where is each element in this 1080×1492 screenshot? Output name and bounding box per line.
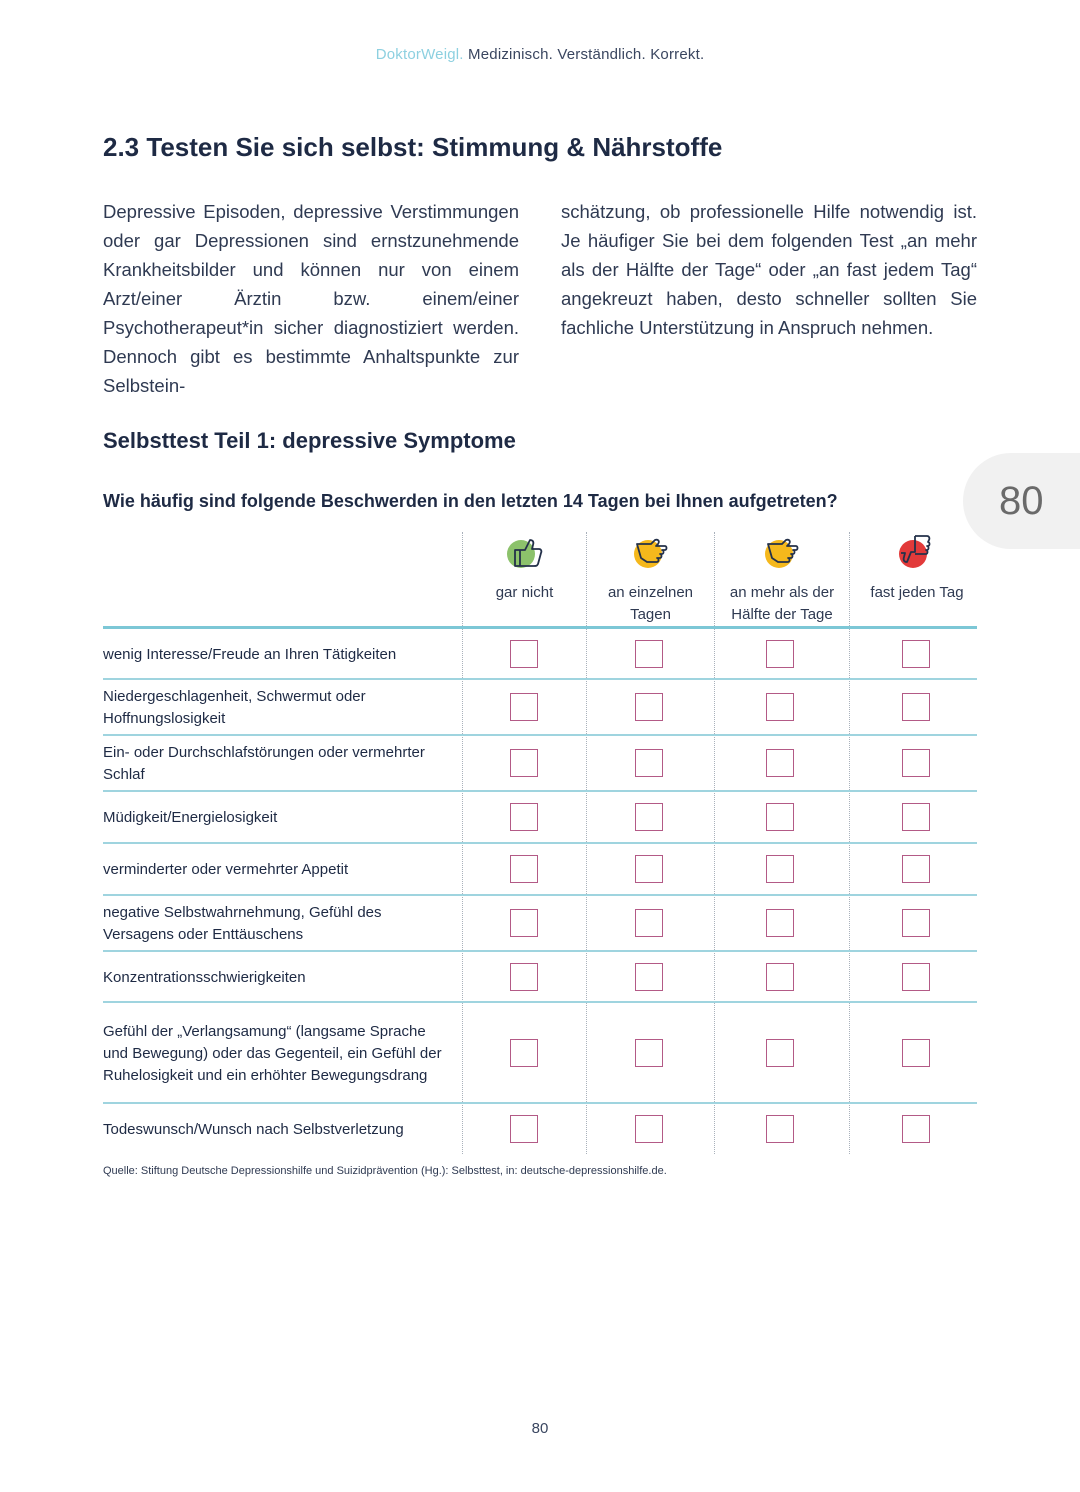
symptom-label: Niedergeschlagenheit, Schwermut oder Hoffnungslosigkeit: [103, 688, 366, 727]
column-label: fast jeden Tag: [870, 584, 964, 601]
checkbox-gar-nicht[interactable]: [510, 963, 538, 991]
intro-text-left: Depressive Episoden, depressive Verstimmungen oder gar Depressionen sind ernstzunehmende Krankheitsbilder und können nur von einem Arzt/einer Ärztin bzw. einem/einer Psychotherapeut*in sicher diagnostiziert werden. Dennoch gibt es bestimmte Anhaltspunkte zur Selbstein-: [103, 201, 519, 396]
intro-text-right: schätzung, ob professionelle Hilfe notwendig ist. Je häufiger Sie bei dem folgenden Test „an mehr als der Hälfte der Tage“ oder „an fast jedem Tag“ angekreuzt haben, desto schneller sollten Sie fachliche Unterstützung in Anspruch nehmen.: [561, 201, 977, 338]
symptom-label: Konzentrationsschwierigkeiten: [103, 968, 306, 986]
thumbs-down-icon: [897, 532, 937, 572]
symptom-label: negative Selbstwahrnehmung, Gefühl des Versagens oder Enttäuschens: [103, 904, 382, 943]
checkbox-fast-jeden-tag[interactable]: [902, 909, 930, 937]
checkbox-fast-jeden-tag[interactable]: [902, 640, 930, 668]
checkbox-mehr-als-haelfte[interactable]: [766, 1039, 794, 1067]
checkbox-fast-jeden-tag[interactable]: [902, 855, 930, 883]
checkbox-fast-jeden-tag[interactable]: [902, 749, 930, 777]
checkbox-gar-nicht[interactable]: [510, 803, 538, 831]
checkbox-einzelne-tage[interactable]: [635, 909, 663, 937]
checkbox-fast-jeden-tag[interactable]: [902, 693, 930, 721]
thumb-sideways-icon: [631, 532, 671, 572]
checkbox-gar-nicht[interactable]: [510, 1039, 538, 1067]
checkbox-mehr-als-haelfte[interactable]: [766, 749, 794, 777]
column-header-fast-jeden-tag: [850, 532, 984, 604]
table-row: [103, 896, 977, 952]
checkbox-mehr-als-haelfte[interactable]: [766, 1115, 794, 1143]
source-note: Quelle: Stiftung Deutsche Depressionshilfe und Suizidprävention (Hg.): Selbsttest, in: deutsche-depressionshilfe.de.: [103, 1165, 667, 1177]
symptom-label: Gefühl der „Verlangsamung“ (langsame Sprache und Bewegung) oder das Gegenteil, ein Gefühl der Ruhelosigkeit und ein erhöhter Bewegungsdrang: [103, 1022, 442, 1084]
column-header-einzelne-tage: [587, 532, 714, 626]
column-label: an einzelnen Tagen: [607, 584, 694, 623]
checkbox-einzelne-tage[interactable]: [635, 1115, 663, 1143]
checkbox-mehr-als-haelfte[interactable]: [766, 909, 794, 937]
checkbox-gar-nicht[interactable]: [510, 855, 538, 883]
column-label: gar nicht: [495, 584, 554, 601]
table-row: [103, 1003, 977, 1104]
table-row: [103, 680, 977, 736]
page-number-tab: 80: [963, 453, 1080, 549]
symptom-label: verminderter oder vermehrter Appetit: [103, 861, 349, 878]
selftest-subtitle: Selbsttest Teil 1: depressive Symptome: [103, 428, 516, 453]
symptom-label: Müdigkeit/Energielosigkeit: [103, 809, 278, 826]
column-label: an mehr als der Hälfte der Tage: [729, 584, 835, 623]
table-row: [103, 629, 977, 680]
table-row: [103, 1104, 977, 1156]
thumb-sideways-icon: [762, 532, 802, 572]
page-header: [0, 46, 1080, 63]
checkbox-mehr-als-haelfte[interactable]: [766, 640, 794, 668]
checkbox-fast-jeden-tag[interactable]: [902, 803, 930, 831]
checkbox-fast-jeden-tag[interactable]: [902, 1115, 930, 1143]
checkbox-einzelne-tage[interactable]: [635, 963, 663, 991]
checkbox-fast-jeden-tag[interactable]: [902, 1039, 930, 1067]
checkbox-mehr-als-haelfte[interactable]: [766, 963, 794, 991]
brand-name: DoktorWeigl.: [375, 46, 464, 63]
symptom-label: Todeswunsch/Wunsch nach Selbstverletzung: [103, 1121, 404, 1138]
symptom-label: Ein- oder Durchschlafstörungen oder vermehrter Schlaf: [103, 744, 425, 783]
checkbox-gar-nicht[interactable]: [510, 1115, 538, 1143]
section-title: 2.3 Testen Sie sich selbst: Stimmung & Nährstoffe: [103, 132, 723, 162]
checkbox-gar-nicht[interactable]: [510, 640, 538, 668]
page-number: 80: [531, 1420, 549, 1437]
checkbox-mehr-als-haelfte[interactable]: [766, 693, 794, 721]
checkbox-einzelne-tage[interactable]: [635, 640, 663, 668]
checkbox-gar-nicht[interactable]: [510, 749, 538, 777]
checkbox-einzelne-tage[interactable]: [635, 803, 663, 831]
checkbox-fast-jeden-tag[interactable]: [902, 963, 930, 991]
checkbox-einzelne-tage[interactable]: [635, 1039, 663, 1067]
checkbox-einzelne-tage[interactable]: [635, 749, 663, 777]
checkbox-gar-nicht[interactable]: [510, 693, 538, 721]
checkbox-gar-nicht[interactable]: [510, 909, 538, 937]
checkbox-mehr-als-haelfte[interactable]: [766, 855, 794, 883]
symptom-label: wenig Interesse/Freude an Ihren Tätigkeiten: [103, 645, 397, 663]
checkbox-mehr-als-haelfte[interactable]: [766, 803, 794, 831]
checkbox-einzelne-tage[interactable]: [635, 855, 663, 883]
column-header-gar-nicht: [463, 532, 586, 604]
table-row: [103, 952, 977, 1003]
column-header-mehr-als-haelfte: [715, 532, 849, 626]
table-row: [103, 792, 977, 844]
table-row: [103, 844, 977, 896]
selftest-question: Wie häufig sind folgende Beschwerden in den letzten 14 Tagen bei Ihnen aufgetreten?: [103, 491, 838, 511]
checkbox-einzelne-tage[interactable]: [635, 693, 663, 721]
table-row: [103, 736, 977, 792]
thumbs-up-icon: [505, 532, 545, 572]
brand-tagline: Medizinisch. Verständlich. Korrekt.: [468, 46, 705, 63]
